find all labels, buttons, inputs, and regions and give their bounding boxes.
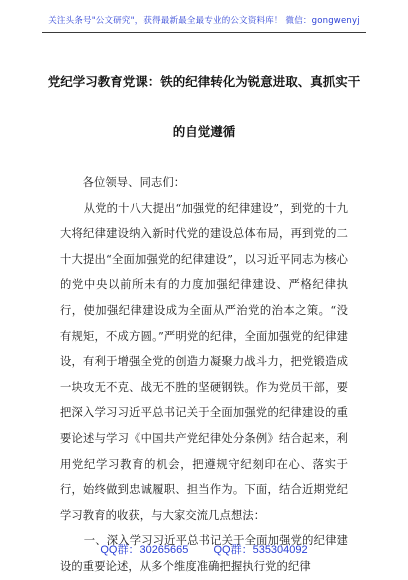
footer-contacts: [0, 541, 408, 557]
footer-qq-group-1: QQ群：30265665: [100, 544, 189, 556]
paragraph-intro: 从党的十八大提出“加强党的纪律建设”，到党的十九大将纪律建设纳入新时代党的建设总体布局，再到党的二十大提出“全面加强党的纪律建设”，以习近平同志为核心的党中央以前所未有的力度加强纪律建设、严格纪律执行，使加强纪律建设成为全面从严治党的治本之策。“没有规矩，不成方圆。”严明党的纪律，全面加强党的纪律建设，有利于增强全党的创造力凝聚力战斗力，把党锻造成一块攻无不克、战无不胜的坚硬钢铁。作为党员干部，要把深入学习习近平总书记关于全面加强党的纪律建设的重要论述与学习《中国共产党纪律处分条例》结合起来，利用党纪学习教育的机会，把遵规守纪刻印在心、落实于行，始终做到忠诚履职、担当作为。下面，结合近期党纪学习教育的收获，与大家交流几点想法：: [60, 201, 348, 522]
document-title-line2: 的自觉遵循: [172, 124, 236, 139]
document-body: [60, 170, 348, 580]
footer-qq-group-2: QQ群：535304092: [213, 544, 308, 556]
header-divider: [42, 32, 366, 33]
paragraph-section-one: 一、深入学习习近平总书记关于全面加强党的纪律建设的重要论述，从多个维度准确把握执行党的纪律: [60, 534, 348, 573]
salutation: 各位领导、同志们：: [82, 176, 186, 189]
header-notice: 关注头条号"公文研究"，获得最新最全最专业的公文资料库！ 微信：gongwenyj: [48, 16, 360, 26]
document-title-line1: 党纪学习教育党课：铁的纪律转化为锐意进取、真抓实干: [47, 74, 361, 89]
